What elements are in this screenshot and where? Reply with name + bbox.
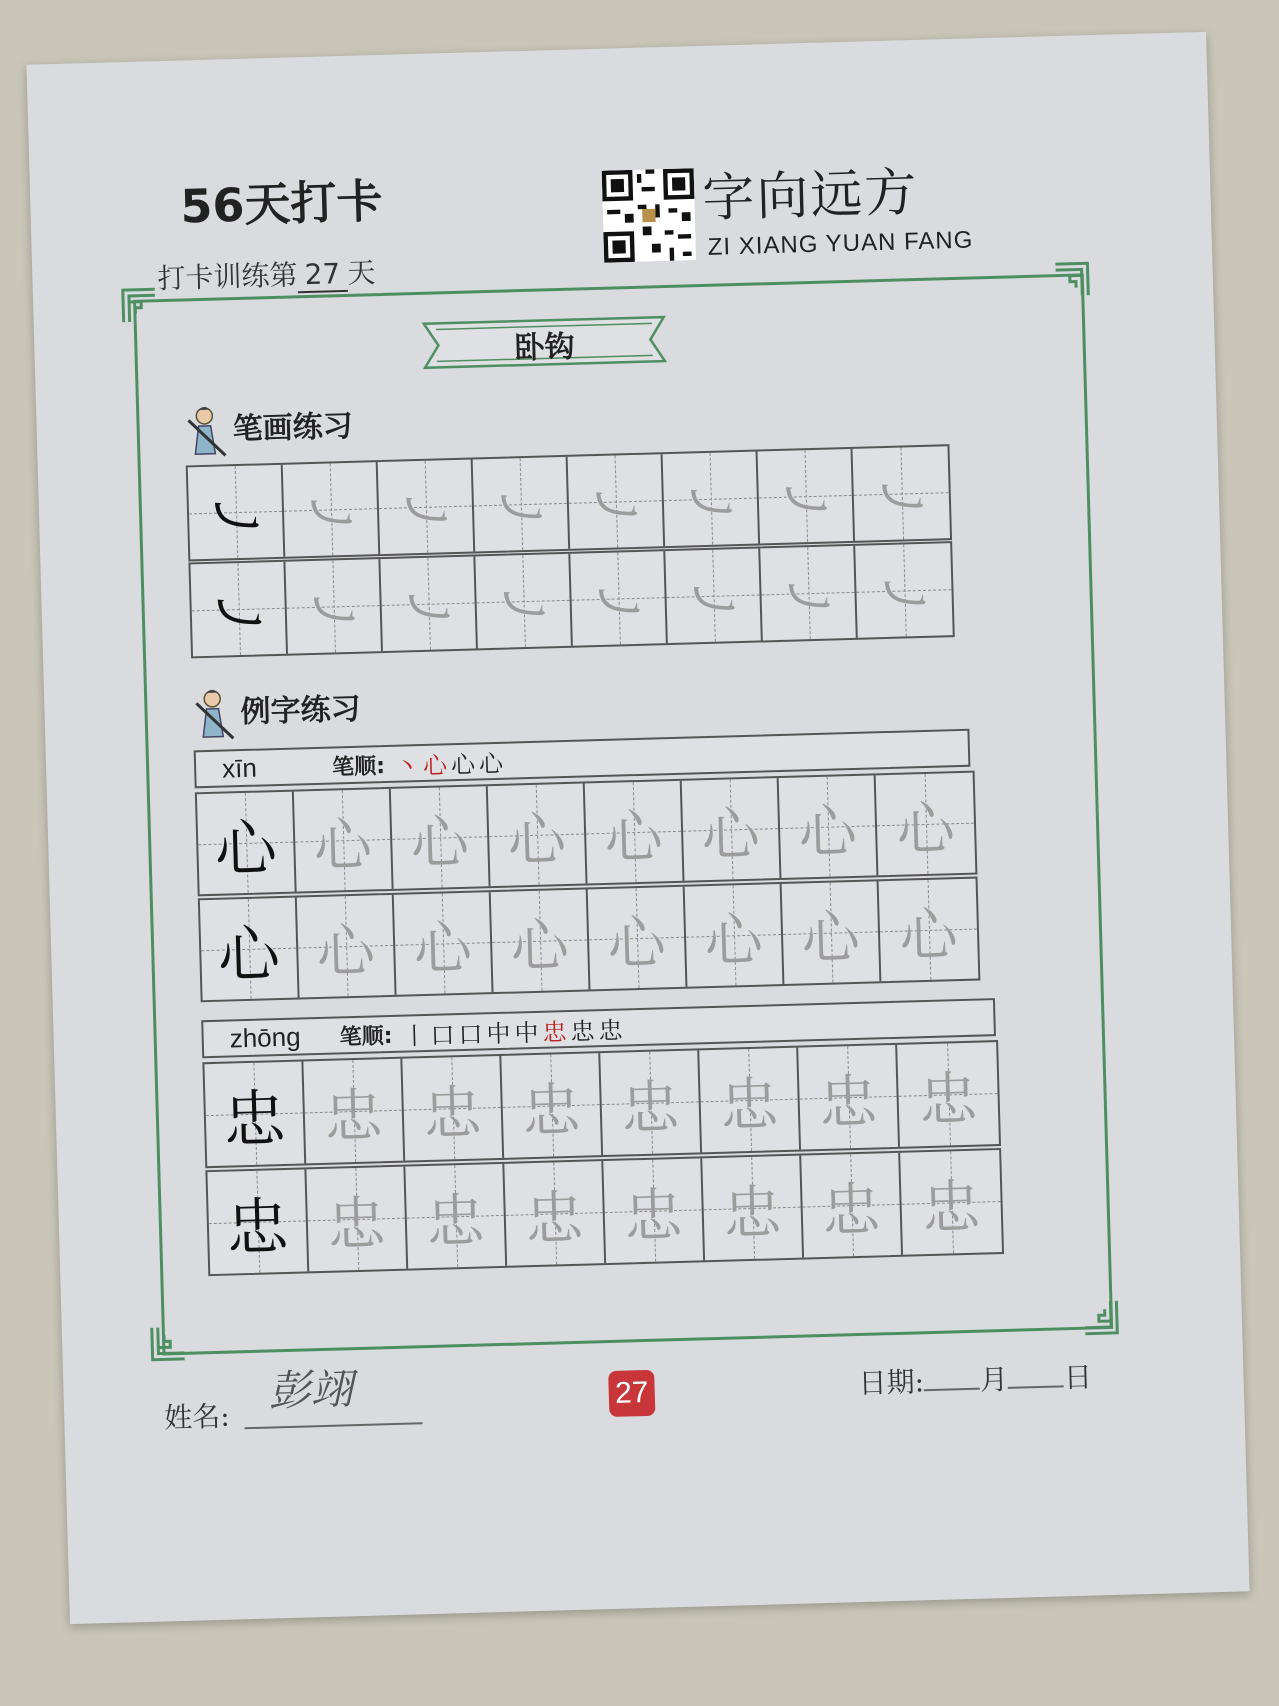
stroke-step: 口	[430, 1020, 459, 1050]
checkin-day-line	[157, 251, 376, 297]
trace-character: 心	[506, 805, 567, 875]
page-number-badge: 27	[608, 1370, 655, 1417]
stroke-step: 忠	[598, 1015, 627, 1045]
trace-cell[interactable]	[568, 454, 666, 549]
trace-cell[interactable]	[665, 548, 763, 643]
trace-cell[interactable]	[699, 1048, 801, 1153]
trace-cell[interactable]	[852, 446, 950, 541]
model-cell	[204, 1061, 306, 1166]
model-cell	[197, 792, 297, 895]
trace-character: 心	[898, 900, 959, 970]
trace-character: 忠	[719, 1070, 780, 1140]
trace-cell[interactable]	[585, 781, 685, 884]
model-character: 忠	[225, 1189, 290, 1265]
trace-cell[interactable]	[297, 895, 397, 998]
trace-stroke: ㇃	[680, 469, 741, 539]
trace-stroke: ㇃	[683, 566, 744, 636]
trace-character: 忠	[422, 1078, 483, 1149]
month-label: 月	[979, 1362, 1009, 1397]
model-character: 心	[213, 810, 278, 886]
trace-character: 心	[703, 905, 764, 976]
trace-cell[interactable]	[394, 892, 494, 995]
trace-character: 心	[895, 794, 956, 864]
trace-character: 忠	[821, 1175, 882, 1245]
trace-character: 心	[800, 902, 861, 973]
trace-character: 忠	[521, 1075, 582, 1146]
trace-character: 心	[797, 796, 858, 867]
stroke-step: 心	[478, 749, 508, 778]
trace-cell[interactable]	[876, 773, 976, 876]
trace-stroke: ㇃	[588, 568, 649, 639]
scholar-with-brush-icon	[186, 405, 227, 458]
trace-cell[interactable]	[603, 1158, 705, 1263]
brand-logo-en: ZI XIANG YUAN FANG	[707, 226, 974, 261]
trace-cell[interactable]	[473, 457, 571, 552]
stroke-order-label: 笔顺:	[339, 1023, 393, 1050]
trace-cell[interactable]	[294, 789, 394, 892]
trace-stroke: ㇃	[585, 471, 646, 542]
trace-character: 忠	[722, 1178, 783, 1248]
trace-stroke: ㇃	[778, 563, 839, 633]
trace-stroke: ㇃	[490, 474, 551, 544]
trace-cell[interactable]	[685, 884, 785, 987]
checkin-prefix: 打卡训练第	[157, 258, 298, 296]
stroke-step: 心	[422, 750, 452, 780]
stroke-step: 忠	[570, 1016, 599, 1046]
worksheet-page	[26, 32, 1249, 1624]
trace-cell[interactable]	[570, 551, 668, 646]
model-cell	[190, 562, 288, 657]
day-label: 日	[1063, 1360, 1093, 1395]
date-label: 日期:	[858, 1365, 925, 1401]
trace-character: 忠	[918, 1064, 979, 1135]
trace-cell[interactable]	[491, 889, 591, 992]
stroke-practice-heading	[186, 401, 353, 458]
example-practice-title: 例字练习	[240, 691, 362, 731]
stroke-step: 丶	[394, 751, 424, 781]
trace-stroke: ㇃	[874, 560, 935, 631]
trace-cell[interactable]	[380, 556, 478, 651]
lesson-title: 卧钩	[514, 329, 576, 367]
trace-cell[interactable]	[303, 1059, 405, 1164]
trace-stroke: ㇃	[303, 576, 364, 647]
trace-character: 心	[700, 799, 761, 870]
trace-cell[interactable]	[306, 1167, 408, 1272]
checkin-suffix: 天	[346, 256, 376, 290]
trace-character: 心	[412, 913, 473, 984]
checkin-day-number: 27	[297, 257, 348, 293]
trace-cell[interactable]	[501, 1053, 603, 1158]
name-field[interactable]	[245, 1422, 423, 1429]
trace-cell[interactable]	[798, 1045, 900, 1150]
stroke-step: 口	[458, 1019, 487, 1049]
trace-cell[interactable]	[855, 543, 953, 638]
trace-character: 心	[312, 810, 373, 881]
stroke-step: 中	[486, 1019, 515, 1048]
trace-character: 心	[606, 908, 667, 978]
trace-cell[interactable]	[504, 1161, 606, 1266]
stroke-step: 丨	[402, 1021, 431, 1051]
model-character: 忠	[222, 1081, 287, 1157]
model-cell	[188, 465, 286, 560]
trace-character: 忠	[818, 1067, 879, 1138]
name-value: 彭翊	[267, 1364, 354, 1416]
trace-cell[interactable]	[900, 1150, 1002, 1255]
trace-stroke: ㇃	[398, 573, 459, 644]
frame-corner-ornament	[121, 287, 158, 324]
page-title: 56天打卡	[179, 173, 384, 234]
trace-character: 心	[409, 807, 470, 878]
stroke-step: 心	[450, 749, 480, 779]
trace-cell[interactable]	[475, 554, 573, 649]
trace-cell[interactable]	[801, 1153, 903, 1258]
trace-cell[interactable]	[682, 778, 782, 881]
trace-cell[interactable]	[402, 1056, 504, 1161]
trace-cell[interactable]	[588, 887, 688, 990]
trace-character: 心	[315, 916, 376, 987]
trace-stroke: ㇃	[493, 571, 554, 641]
scholar-with-brush-icon	[194, 688, 235, 741]
frame-corner-ornament	[1053, 261, 1090, 298]
trace-stroke: ㇃	[775, 466, 836, 536]
character-practice-row	[202, 1040, 1001, 1168]
trace-cell[interactable]	[897, 1042, 999, 1147]
trace-cell[interactable]	[488, 783, 588, 886]
stroke-step: 中	[514, 1018, 543, 1048]
trace-stroke: ㇃	[300, 479, 361, 550]
stroke-order-steps	[402, 1010, 627, 1051]
trace-character: 心	[509, 910, 570, 981]
trace-character: 忠	[323, 1081, 384, 1151]
stroke-practice-title: 笔画练习	[232, 408, 354, 448]
trace-cell[interactable]	[283, 462, 381, 557]
trace-character: 忠	[326, 1189, 387, 1259]
trace-cell[interactable]	[758, 449, 856, 544]
model-cell	[200, 898, 300, 1001]
model-character: 心	[216, 916, 281, 992]
trace-character: 心	[603, 802, 664, 872]
date-field	[858, 1356, 1092, 1403]
character-practice-row	[205, 1148, 1004, 1276]
stroke-step: 忠	[542, 1017, 571, 1047]
trace-cell[interactable]	[760, 546, 858, 641]
trace-cell[interactable]	[391, 786, 491, 889]
trace-cell[interactable]	[285, 559, 383, 654]
month-blank[interactable]	[924, 1388, 980, 1392]
trace-cell[interactable]	[879, 879, 979, 982]
trace-character: 忠	[425, 1186, 486, 1257]
example-practice-heading	[194, 684, 361, 741]
stroke-order-steps	[394, 743, 507, 781]
trace-cell[interactable]	[779, 775, 879, 878]
character-practice-row	[198, 877, 981, 1003]
brand-logo-cn: 字向远方	[701, 162, 920, 229]
trace-character: 忠	[921, 1172, 982, 1243]
qr-code-icon[interactable]	[602, 168, 697, 263]
frame-corner-ornament	[150, 1325, 187, 1362]
day-blank[interactable]	[1008, 1385, 1064, 1389]
trace-cell[interactable]	[782, 881, 882, 984]
frame-corner-ornament	[1082, 1299, 1119, 1336]
trace-cell[interactable]	[405, 1164, 507, 1269]
trace-stroke: ㇃	[871, 463, 932, 534]
trace-cell[interactable]	[663, 452, 761, 547]
model-stroke: ㇃	[203, 479, 268, 555]
stroke-order-label: 笔顺:	[331, 753, 386, 781]
trace-character: 忠	[524, 1183, 585, 1254]
pinyin: zhōng	[229, 1021, 301, 1053]
pinyin: xīn	[221, 752, 258, 784]
trace-cell[interactable]	[378, 459, 476, 554]
name-label: 姓名:	[163, 1399, 231, 1435]
trace-character: 忠	[623, 1180, 684, 1251]
trace-stroke: ㇃	[395, 477, 456, 547]
trace-cell[interactable]	[600, 1050, 702, 1155]
trace-cell[interactable]	[702, 1156, 804, 1261]
character-practice-row	[195, 771, 978, 897]
model-cell	[207, 1169, 309, 1274]
model-stroke: ㇃	[206, 576, 271, 652]
trace-character: 忠	[620, 1072, 681, 1143]
